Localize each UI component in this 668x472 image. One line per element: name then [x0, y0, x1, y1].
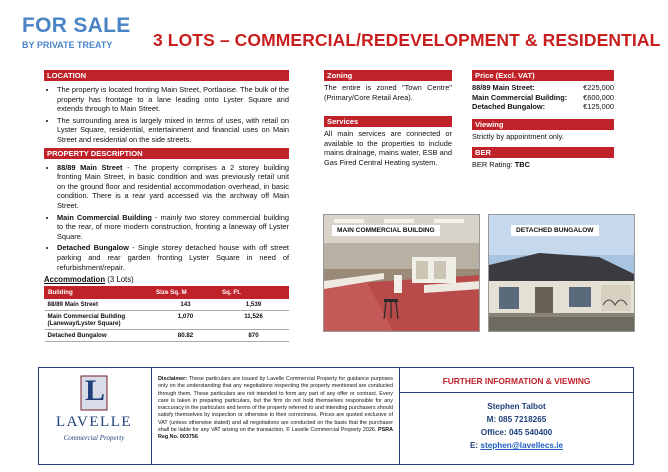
price-value: €125,000 [583, 102, 614, 112]
cell-sqft: 11,526 [219, 311, 289, 330]
bungalow-photo-label: DETACHED BUNGALOW [511, 225, 599, 236]
middle-column [324, 70, 452, 168]
left-column [44, 70, 289, 342]
description-heading: PROPERTY DESCRIPTION [44, 148, 289, 159]
location-bullet: • The surrounding area is largely mixed in terms of uses, with retail on Lyster Square, residential, entertainment and financial uses on Main Street and residential on the side streets. [57, 116, 289, 145]
location-heading: LOCATION [44, 70, 289, 81]
description-list [57, 163, 289, 273]
price-list [472, 83, 614, 112]
description-item-text: - mainly two storey commercial building to the rear, of more modern construction, fronting a laneway off Lyster Square. [57, 212, 289, 241]
email-prefix: E: [469, 441, 481, 450]
accommodation-table [44, 286, 289, 342]
cell-sqm: 80.82 [153, 330, 219, 342]
private-treaty: BY PRIVATE TREATY [22, 40, 113, 50]
contact-office: Office: 045 540400 [480, 428, 553, 437]
price-row [472, 93, 614, 103]
contact-email-line [400, 440, 633, 451]
contact-mobile: M: 085 7218265 [486, 415, 547, 424]
accommodation-title [44, 275, 289, 284]
ber-value: TBC [514, 160, 530, 170]
col-header-sqm: Size Sq. M [153, 287, 219, 299]
disclaimer [152, 368, 400, 464]
services-text: All main services are connected or available to the properties to include mains drainage, mains water, ESB and Gas Fired Central Heating system. [324, 129, 452, 167]
cell-building: Detached Bungalow [45, 330, 153, 342]
description-item [57, 243, 289, 272]
description-item [57, 213, 289, 242]
accommodation-title-text: Accommodation [44, 275, 106, 285]
company-logo [39, 368, 152, 464]
description-item-text: - Single storey detached house with off street parking and rear garden fronting Lyster Square in need of refurbishment/repair. [57, 243, 289, 272]
cell-sqft: 870 [219, 330, 289, 342]
location-list [57, 85, 289, 145]
contact-info [400, 368, 633, 464]
logo-name: LAVELLE [55, 414, 133, 430]
footer [38, 367, 634, 465]
zoning-heading: Zoning [324, 70, 452, 81]
ber-label: BER Rating: [472, 160, 513, 170]
page-title: 3 LOTS – COMMERCIAL/REDEVELOPMENT & RESIDENTIAL [153, 30, 661, 50]
table-row [45, 311, 289, 330]
accommodation-subtitle: (3 Lots) [107, 275, 134, 285]
description-item-text: - The property comprises a 2 storey building fronting Main Street, in basic condition and was previously retail unit on the ground floor and residential accommodation overhead, in basic condition. There is a rear yard accessed via the archway off Main Street. [57, 162, 290, 210]
logo-subtitle: Commercial Property [63, 434, 125, 442]
cell-building: 88/89 Main Street [45, 299, 153, 311]
location-bullet: • The property is located fronting Main Street, Portlaoise. The bulk of the property has frontage to a lane leading onto Lyster Square and extends through to Main Street. [57, 85, 289, 114]
zoning-text: The entire is zoned "Town Centre" (Primary/Core Retail Area). [324, 83, 452, 102]
contact-heading: FURTHER INFORMATION & VIEWING [442, 376, 591, 386]
commercial-building-photo [323, 214, 480, 332]
table-row [45, 330, 289, 342]
description-item-title: 88/89 Main Street [57, 162, 123, 172]
cell-sqft: 1,539 [219, 299, 289, 311]
price-row [472, 102, 614, 112]
viewing-text: Strictly by appointment only. [472, 131, 564, 141]
cell-building: Main Commercial Building (Laneway/Lyster Square) [45, 311, 153, 330]
ber-heading: BER [472, 147, 614, 158]
description-item [57, 163, 289, 211]
contact-name: Stephen Talbot [487, 402, 546, 411]
price-label: Detached Bungalow: [472, 102, 546, 112]
disclaimer-label: Disclaimer: [158, 376, 188, 382]
for-sale-title: FOR SALE [22, 14, 131, 37]
col-header-building: Building [45, 287, 153, 299]
psra-number: PSRA Reg No. 003756 [158, 427, 393, 441]
price-value: €225,000 [583, 83, 614, 92]
bungalow-photo [488, 214, 635, 332]
email-link[interactable]: stephen@lavellecs.ie [480, 441, 564, 450]
table-row [45, 299, 289, 311]
disclaimer-text: These particulars are issued by Lavelle Commercial Property for guidance purposes only on the understanding that any negotiations respecting the property mentioned are conducted through them. These particulars are not intended to form any part of any offer or contract. Every care is taken in preparing particulars, but the firm do not hold themselves responsible for any inaccuracy in the particulars and terms of the property referred to and intending purchasers should satisfy themselves by inspection or otherwise to their correctness. Prices are quoted exclusive of VAT (unless otherwise stated) and all negotiations are conducted on the basis that the purchaser shall be liable for any VAT arising on the transaction. © Lavelle Commercial Property 2026. [158, 376, 393, 434]
services-heading: Services [324, 116, 452, 127]
description-item-title: Main Commercial Building [57, 212, 152, 222]
right-column [472, 70, 614, 170]
cell-sqm: 143 [153, 299, 219, 311]
viewing-heading: Viewing [472, 119, 614, 130]
commercial-photo-label: MAIN COMMERCIAL BUILDING [332, 225, 440, 236]
table-header-row [45, 287, 289, 299]
col-header-sqft: Sq. Ft. [219, 287, 289, 299]
price-value: €600,000 [583, 92, 614, 102]
price-row [472, 83, 614, 93]
price-heading: Price (Excl. VAT) [472, 70, 614, 81]
contact-divider [400, 392, 633, 393]
logo-letter: L [85, 374, 106, 407]
header-left [22, 14, 131, 50]
price-label: 88/89 Main Street: [472, 83, 535, 92]
cell-sqm: 1,070 [153, 311, 219, 330]
ber-rating [472, 160, 614, 170]
price-label: Main Commercial Building: [472, 92, 568, 102]
description-item-title: Detached Bungalow [57, 243, 129, 253]
